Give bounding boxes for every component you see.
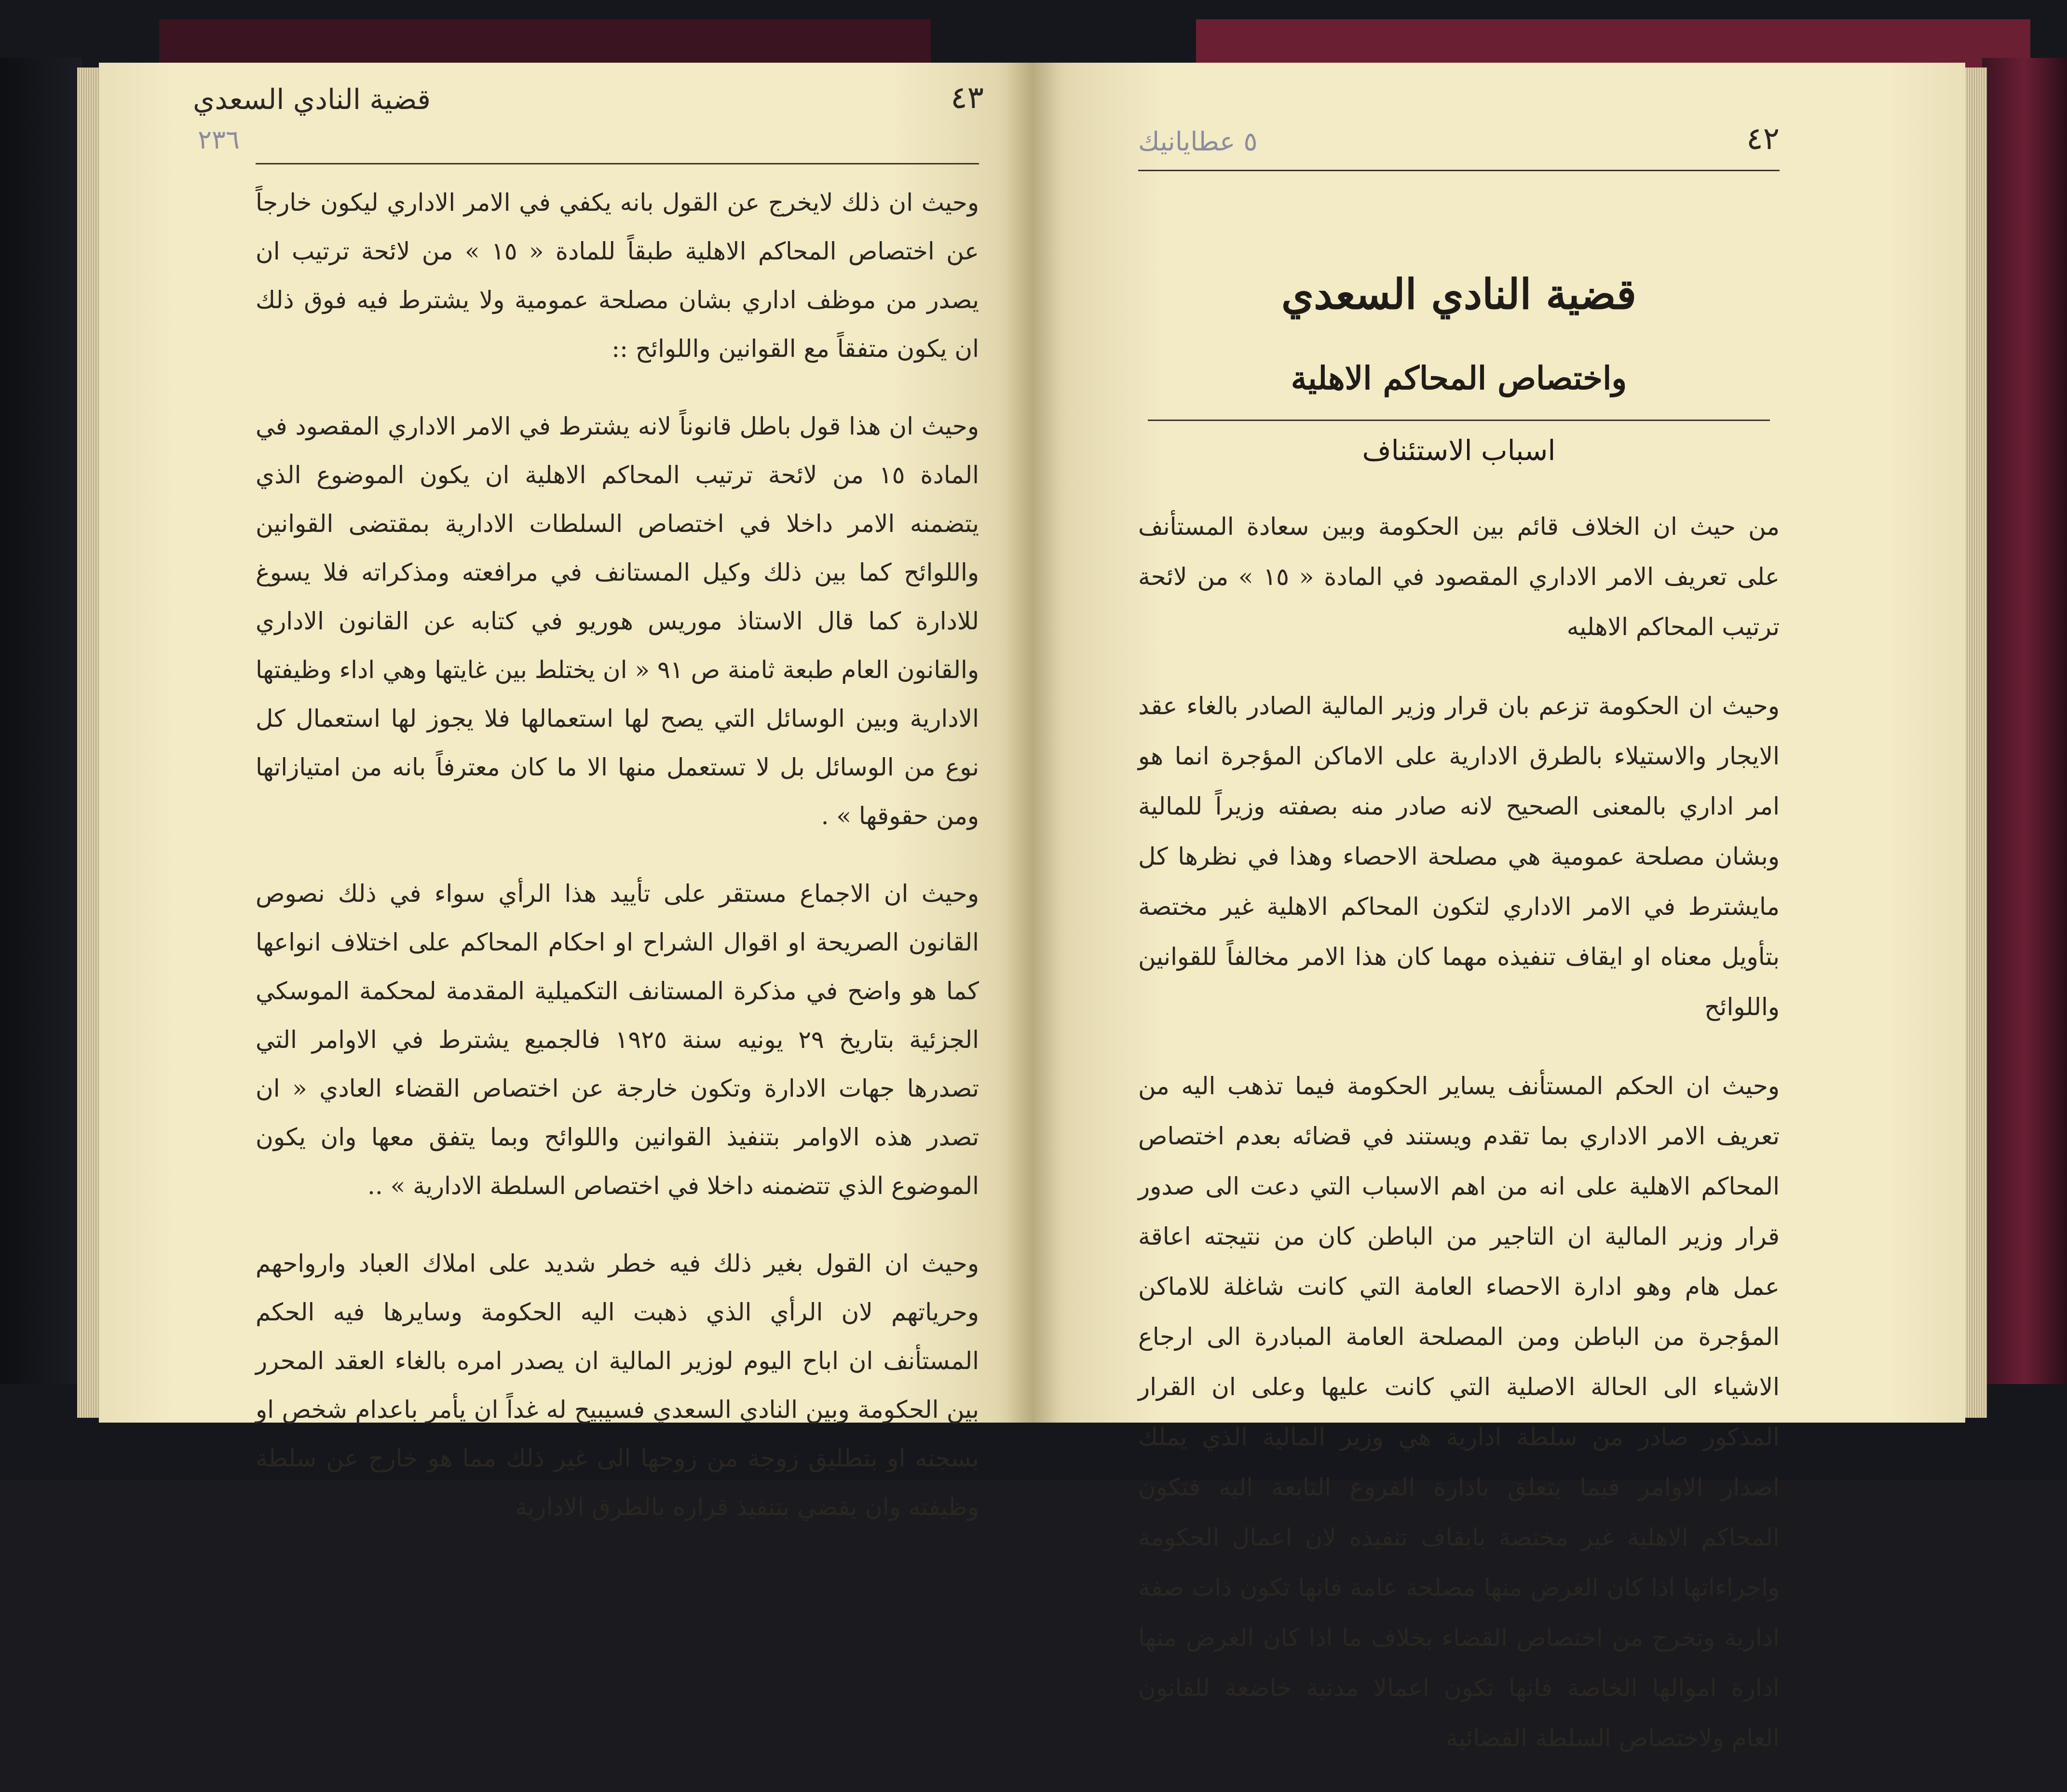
book-gutter	[1006, 63, 1059, 1423]
left-page-number: ٤٣	[951, 80, 984, 116]
book-cover-left-side	[0, 58, 82, 1384]
left-pencil-number-visible: ٢٣٦	[198, 124, 240, 155]
left-body-text	[256, 178, 979, 1561]
left-running-head	[193, 63, 984, 116]
right-header-rule	[1138, 170, 1780, 171]
right-paragraph-3: وحيث ان الحكم المستأنف يساير الحكومة فيما تذهب اليه من تعريف الامر الاداري بما تقدم ويستند في قضائه بعدم اختصاص المحاكم الاهلية على انه من اهم الاسباب التي دعت الى صدور قرار وزير المالية ان التاجير من الباطن كان من نتيجته اعاقة عمل هام وهو ادارة الاحصاء العامة التي كانت شاغلة للاماكن المؤجرة من الباطن ومن المصلحة العامة المبادرة الى ارجاع الاشياء الى الحالة الاصلية التي كانت عليها وعلى ان القرار المذكور صادر من سلطة ادارية هي وزير المالية الذي يملك اصدار الاوامر فيما يتعلق بادارة الفروع التابعة اليه فتكون المحاكم الاهلية غير مختصة بايقاف تنفيذه لان اعمال الحكومة واجراءاتها اذا كان الغرض منها مصلحة عامة فانها تكون ذات صفة ادارية وتخرج من اختصاص القضاء بخلاف ما اذا كان الغرض منها ادارة اموالها الخاصة فانها تكون اعمالا مدنية خاضعة للقانون العام ولاختصاص السلطة القضائية	[1138, 1072, 1780, 1752]
left-paragraph-3: وحيث ان الاجماع مستقر على تأييد هذا الرأي سواء في ذلك نصوص القانون الصريحة او اقوال الشراح او احكام المحاكم على اختلاف انواعها كما هو واضح في مذكرة المستانف التكميلية المقدمة لمحكمة الموسكي الجزئية بتاريخ ٢٩ يونيه سنة ١٩٢٥ فالجميع يشترط في الاوامر التي تصدرها جهات الادارة وتكون خارجة عن اختصاص القضاء العادي « ان تصدر هذه الاوامر بتنفيذ القوانين واللوائح وبما يتفق معها وان يكون الموضوع الذي تتضمنه داخلا في اختصاص السلطة الادارية » ..	[256, 880, 979, 1200]
right-page-number: ٤٢	[1746, 121, 1780, 157]
right-paragraph-1: من حيث ان الخلاف قائم بين الحكومة وبين سعادة المستأنف على تعريف الامر الاداري المقصود في المادة « ١٥ » من لائحة ترتيب المحاكم الاهليه	[1138, 513, 1780, 641]
right-section-rule	[1148, 420, 1770, 421]
right-pencil-note: ٥ عطايانيك	[1138, 126, 1258, 157]
right-running-head	[1138, 104, 1780, 157]
book-cover-right-side	[1982, 58, 2067, 1384]
right-title: قضية النادي السعدي	[1281, 270, 1637, 319]
left-paragraph-1: وحيث ان ذلك لايخرج عن القول بانه يكفي في الامر الاداري ليكون خارجاً عن اختصاص المحاكم الاهلية طبقاً للمادة « ١٥ » من لائحة ترتيب ان يصدر من موظف اداري بشان مصلحة عمومية ولا يشترط فيه فوق ذلك ان يكون متفقاً مع القوانين واللوائح ::	[256, 189, 979, 363]
right-paragraph-2: وحيث ان الحكومة تزعم بان قرار وزير المالية الصادر بالغاء عقد الايجار والاستيلاء بالطرق الادارية على الاماكن المؤجرة انما هو امر اداري بالمعنى الصحيح لانه صادر منه بصفته وزيراً للمالية وبشان مصلحة عمومية هي مصلحة الاحصاء وهذا في نظرها كل مايشترط في الامر الاداري لتكون المحاكم الاهلية غير مختصة بتأويل معناه او ايقاف تنفيذه مهما كان هذا الامر مخالفاً للقوانين واللوائح	[1138, 692, 1780, 1021]
left-paragraph-4: وحيث ان القول بغير ذلك فيه خطر شديد على املاك العباد وارواحهم وحرياتهم لان الرأي الذي ذهبت اليه الحكومة وسايرها فيه الحكم المستأنف ان اباح اليوم لوزير المالية ان يصدر امره بالغاء العقد المحرر بين الحكومة وبين النادي السعدي فسيبيح له غداً ان يأمر باعدام شخص او بسجنه او بتطليق زوجة من زوجها الى غير ذلك مما هو خارج عن سلطة وظيفته وان يقضي بتنفيذ قراره بالطرق الادارية	[256, 1249, 979, 1521]
left-header-rule	[256, 163, 979, 164]
right-body-text	[1138, 502, 1780, 1792]
left-running-title: قضية النادي السعدي	[193, 83, 431, 116]
left-paragraph-2: وحيث ان هذا قول باطل قانوناً لانه يشترط في الامر الاداري المقصود في المادة ١٥ من لائحة ترتيب المحاكم الاهلية ان يكون الموضوع الذي يتضمنه الامر داخلا في اختصاص السلطات الادارية بمقتضى القوانين واللوائح كما بين ذلك وكيل المستانف في مرافعته ومذكراته فلا يسوغ للادارة كما قال الاستاذ موريس هوريو في كتابه عن القانون الاداري والقانون العام طبعة ثامنة ص ٩١ « ان يختلط بين غايتها وهي اداء وظيفتها الادارية وبين الوسائل التي يصح لها استعمالها فلا يجوز لها استعمال كل نوع من الوسائل بل لا تستعمل منها الا ما كان معترفاً بانه من امتيازاتها ومن حقوقها » .	[256, 412, 979, 830]
right-section-heading: اسباب الاستئناف	[1362, 434, 1556, 467]
right-subtitle: واختصاص المحاكم الاهلية	[1291, 359, 1627, 397]
